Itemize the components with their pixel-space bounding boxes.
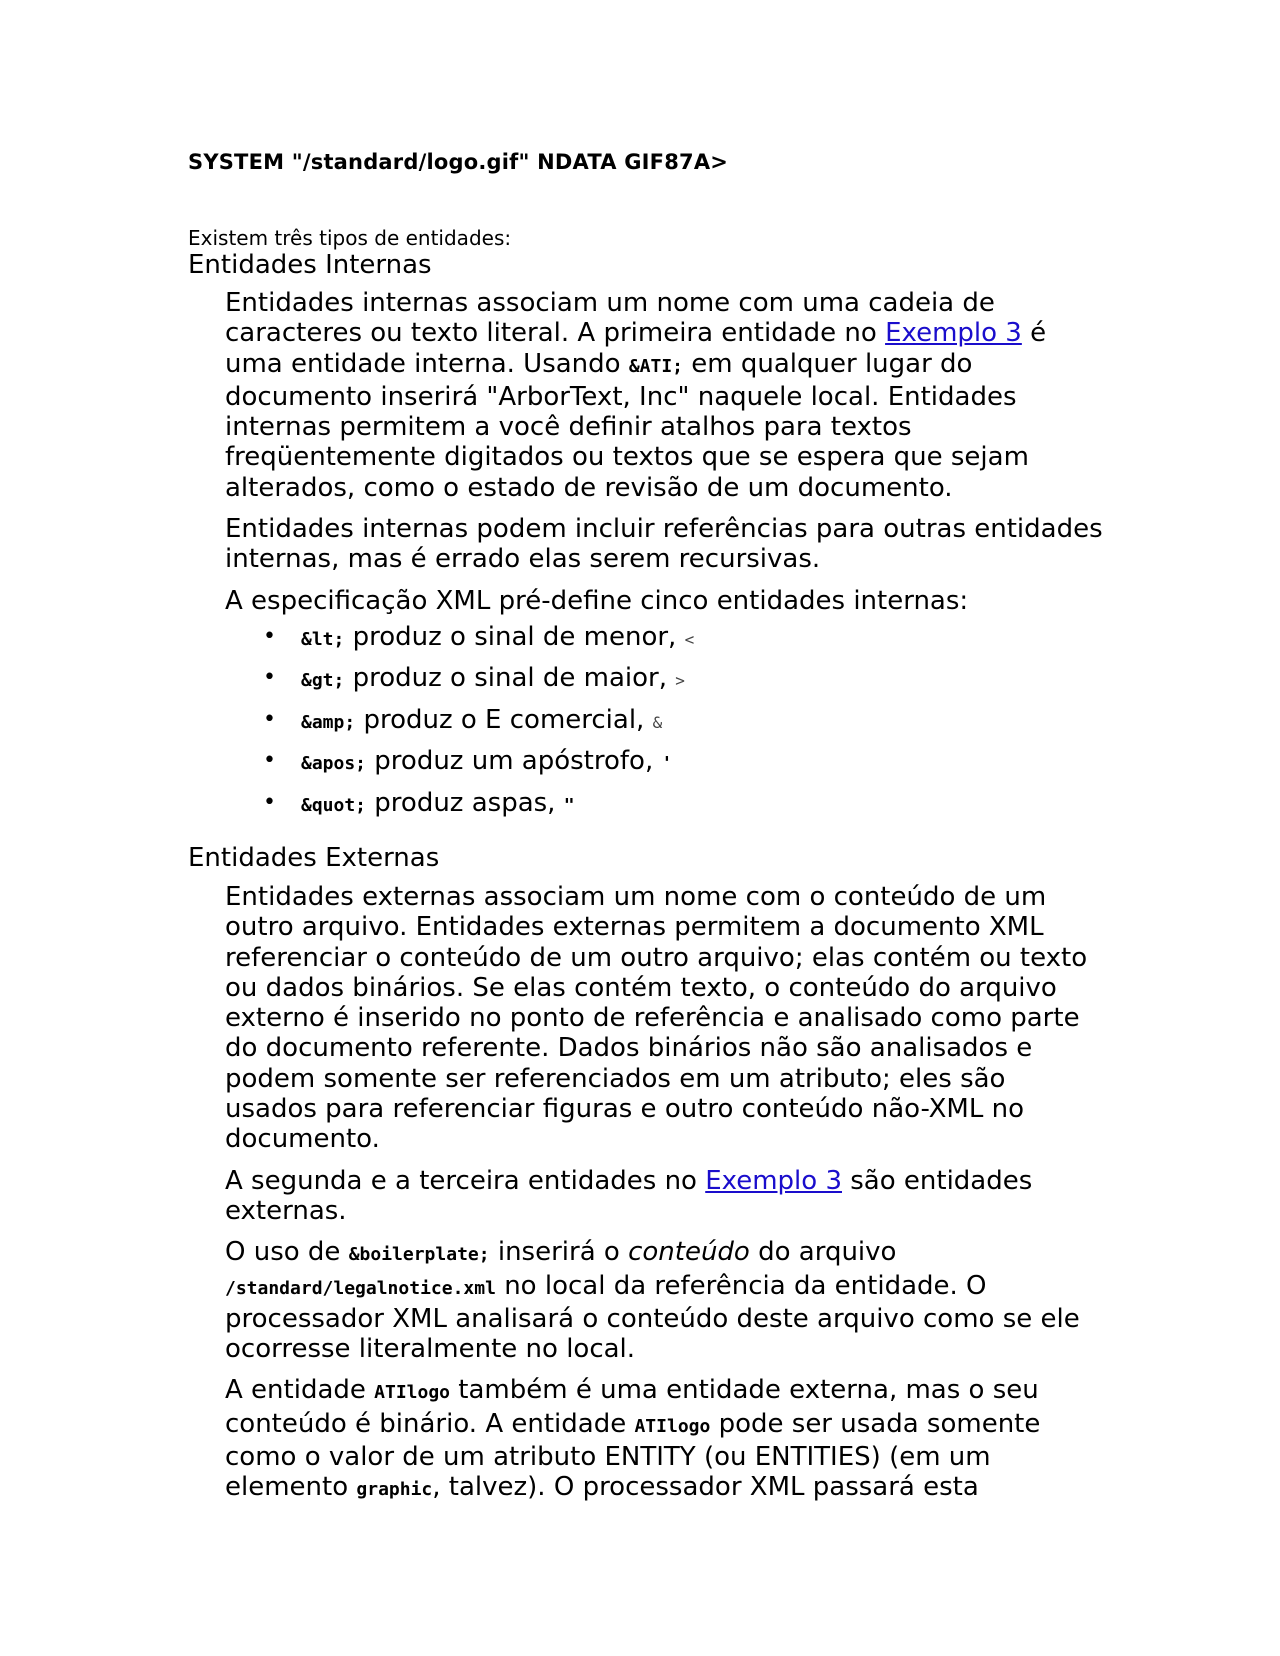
- exemplo-3-link[interactable]: Exemplo 3: [705, 1165, 842, 1196]
- ati-entity-code: &ATI;: [628, 355, 684, 377]
- external-paragraph-2: [225, 1166, 1105, 1227]
- entity-code: &apos;: [301, 753, 367, 775]
- external-paragraph-1: Entidades externas associam um nome com o conteúdo de um outro arquivo. Entidades externas permitem a documento XML referenciar o conteúdo de um outro arquivo; elas contém ou texto ou dados binários. Se elas contém texto, o conteúdo do arquivo externo é inserido no ponto de referência e analisado como parte do documento referente. Dados binários não são analisados e podem somente ser referenciados em um atributo; eles são usados para referenciar figuras e outro conteúdo não-XML no documento.: [225, 882, 1088, 1155]
- external-paragraph-3: [225, 1237, 1105, 1364]
- text-run: em qualquer lugar do documento inserirá "ArborText, Inc" naquele local. Entidades internas permitem a você definir atalhos para textos freqüentemente digitados ou textos que se espera que sejam alterados, como o estado de revisão de um documento.: [225, 348, 1029, 503]
- entity-glyph: &: [652, 712, 663, 732]
- entity-description: produz aspas,: [366, 787, 564, 818]
- bullet-icon: •: [263, 789, 276, 815]
- entity-description: produz o sinal de menor,: [344, 621, 685, 652]
- entity-code: &quot;: [301, 794, 367, 816]
- external-paragraph-4: [225, 1375, 1105, 1505]
- text-run: também é uma entidade externa, mas o seu conteúdo é binário. A entidade: [225, 1375, 1039, 1439]
- list-item: [225, 663, 1105, 705]
- text-run: , talvez). O processador XML passará esta: [432, 1472, 979, 1503]
- entity-description: produz um apóstrofo,: [366, 746, 662, 777]
- entity-code: &gt;: [301, 670, 345, 692]
- internal-paragraph-3: A especificação XML pré-define cinco entidades internas:: [225, 585, 969, 616]
- internal-paragraph-1: [225, 288, 1105, 503]
- text-run: pode ser usada somente como o valor de um atributo ENTITY (ou ENTITIES) (em um elemento: [225, 1408, 1041, 1503]
- text-run: A segunda e a terceira entidades no: [225, 1165, 706, 1196]
- entity-code: &amp;: [301, 711, 356, 733]
- internal-paragraph-2: Entidades internas podem incluir referências para outras entidades internas, mas é errado elas serem recursivas.: [225, 514, 1103, 575]
- atilogo-code: ATIlogo: [634, 1415, 711, 1437]
- emphasis-text: conteúdo: [628, 1237, 750, 1268]
- notation-declaration-line: SYSTEM "/standard/logo.gif" NDATA GIF87A>: [188, 150, 729, 174]
- entity-glyph: ": [563, 794, 575, 816]
- exemplo-3-link[interactable]: Exemplo 3: [885, 318, 1022, 349]
- entity-glyph: >: [675, 671, 685, 691]
- text-run: são entidades externas.: [225, 1165, 1033, 1226]
- list-item: [225, 746, 1105, 788]
- atilogo-code: ATIlogo: [374, 1382, 451, 1404]
- graphic-element-code: graphic: [356, 1479, 433, 1501]
- internal-entities-heading: Entidades Internas: [188, 250, 432, 280]
- boilerplate-entity-code: &boilerplate;: [348, 1244, 490, 1266]
- text-run: do arquivo: [749, 1237, 897, 1268]
- text-run: O uso de: [225, 1237, 349, 1268]
- entity-description: produz o sinal de maior,: [344, 663, 676, 694]
- text-run: Entidades internas associam um nome com uma cadeia de caracteres ou texto literal. A primeira entidade no: [225, 288, 995, 349]
- predefined-entities-list: [225, 622, 1105, 830]
- text-run: é uma entidade interna. Usando: [225, 318, 1047, 379]
- bullet-icon: •: [263, 665, 276, 691]
- text-run: A entidade: [225, 1375, 375, 1406]
- bullet-icon: •: [263, 623, 276, 649]
- entity-glyph: ': [661, 753, 673, 775]
- list-item: [225, 705, 1105, 747]
- text-run: inserirá o: [489, 1237, 629, 1268]
- entity-glyph: <: [684, 629, 695, 649]
- external-entities-heading: Entidades Externas: [188, 843, 440, 873]
- entity-description: produz o E comercial,: [355, 704, 653, 735]
- list-item: [225, 788, 1105, 830]
- intro-text: Existem três tipos de entidades:: [188, 226, 512, 250]
- text-run: no local da referência da entidade. O processador XML analisará o conteúdo deste arquivo como se ele ocorresse literalmente no local.: [225, 1270, 1080, 1365]
- entity-code: &lt;: [301, 628, 345, 650]
- external-entities-body: [225, 882, 1105, 1517]
- internal-entities-body: [225, 288, 1105, 829]
- bullet-icon: •: [263, 748, 276, 774]
- list-item: [225, 622, 1105, 664]
- file-path-code: /standard/legalnotice.xml: [225, 1277, 496, 1299]
- bullet-icon: •: [263, 706, 276, 732]
